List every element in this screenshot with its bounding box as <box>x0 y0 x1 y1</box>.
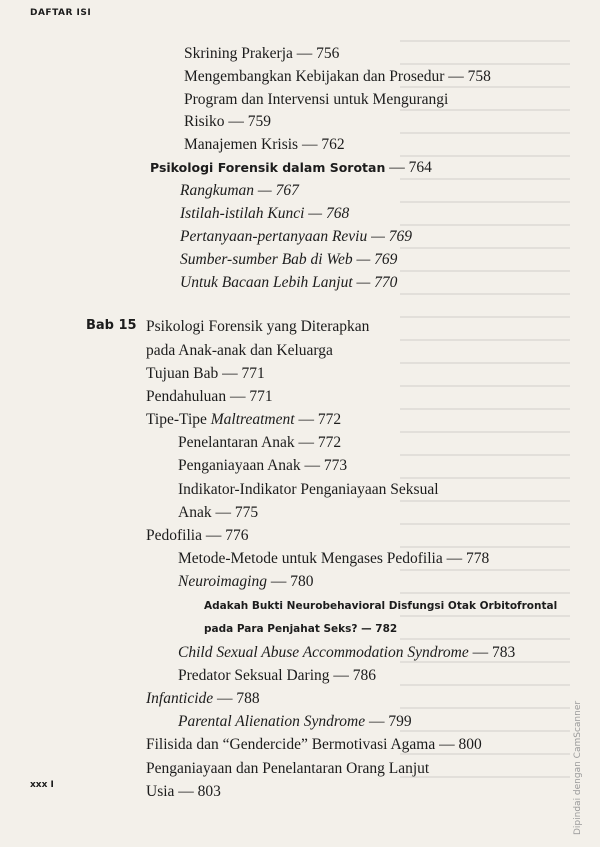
toc-entry: Predator Seksual Daring — 786 <box>178 667 377 684</box>
toc-entry-continued: Usia — 803 <box>146 783 221 800</box>
page-number: xxx I <box>30 780 54 790</box>
entry-page: — 799 <box>365 713 412 730</box>
toc-feature-entry-continued: pada Para Penjahat Seks? — 782 <box>204 623 398 635</box>
toc-entry: Istilah-istilah Kunci — 768 <box>180 205 350 222</box>
entry-italic-term: Infanticide <box>146 690 214 707</box>
toc-entry-continued: Anak — 775 <box>178 504 259 521</box>
toc-entry: Pedofilia — 776 <box>146 527 249 544</box>
entry-italic-term: Child Sexual Abuse Accommodation Syndrome <box>178 644 469 661</box>
toc-entry: Rangkuman — 767 <box>180 182 299 199</box>
toc-entry: Manajemen Krisis — 762 <box>184 136 345 153</box>
toc-entry: Penelantaran Anak — 772 <box>178 434 342 451</box>
feature-page: — 764 <box>385 159 432 176</box>
entry-page: — 783 <box>468 644 516 661</box>
toc-entry: Penganiayaan Anak — 773 <box>178 457 348 474</box>
entry-italic-term: Parental Alienation Syndrome <box>178 713 366 730</box>
entry-text: Tipe-Tipe <box>146 411 211 428</box>
entry-page: — 788 <box>213 690 260 707</box>
toc-entry: Sumber-sumber Bab di Web — 769 <box>180 251 398 268</box>
toc-entry: Mengembangkan Kebijakan dan Prosedur — 758 <box>184 68 491 85</box>
toc-entry <box>178 572 313 592</box>
chapter-title-continued: pada Anak-anak dan Keluarga <box>146 342 333 359</box>
feature-title: Psikologi Forensik dalam Sorotan <box>150 160 386 175</box>
entry-italic-term: Maltreatment <box>210 411 295 428</box>
entry-page: — 780 <box>266 573 314 590</box>
toc-entry: Pendahuluan — 771 <box>146 388 273 405</box>
toc-entry: Skrining Prakerja — 756 <box>184 45 340 62</box>
toc-entry: Metode-Metode untuk Mengases Pedofilia — 778 <box>178 550 490 567</box>
chapter-label: Bab 15 <box>86 318 137 333</box>
toc-entry: Program dan Intervensi untuk Mengurangi <box>184 91 449 108</box>
toc-entry: Tujuan Bab — 771 <box>146 365 265 382</box>
toc-entry-continued: Risiko — 759 <box>184 113 271 130</box>
toc-entry: Untuk Bacaan Lebih Lanjut — 770 <box>180 274 398 291</box>
toc-entry <box>146 689 260 709</box>
toc-feature-entry <box>150 158 432 178</box>
toc-entry: Pertanyaan-pertanyaan Reviu — 769 <box>180 228 413 245</box>
entry-page: — 772 <box>294 411 342 428</box>
chapter-title: Psikologi Forensik yang Diterapkan <box>146 318 370 335</box>
toc-entry: Indikator-Indikator Penganiayaan Seksual <box>178 481 439 498</box>
toc-entry <box>178 643 515 663</box>
scanner-watermark: Dipindai dengan CamScanner <box>573 700 583 835</box>
running-head: DAFTAR ISI <box>30 8 92 18</box>
toc-entry <box>178 712 412 732</box>
bleed-through-texture <box>400 40 570 780</box>
entry-italic-term: Neuroimaging <box>178 573 267 590</box>
toc-entry <box>146 410 341 430</box>
toc-entry: Filisida dan “Gendercide” Bermotivasi Agama — 800 <box>146 736 482 753</box>
toc-entry: Penganiayaan dan Penelantaran Orang Lanjut <box>146 760 430 777</box>
toc-feature-entry: Adakah Bukti Neurobehavioral Disfungsi Otak Orbitofrontal <box>204 600 558 612</box>
